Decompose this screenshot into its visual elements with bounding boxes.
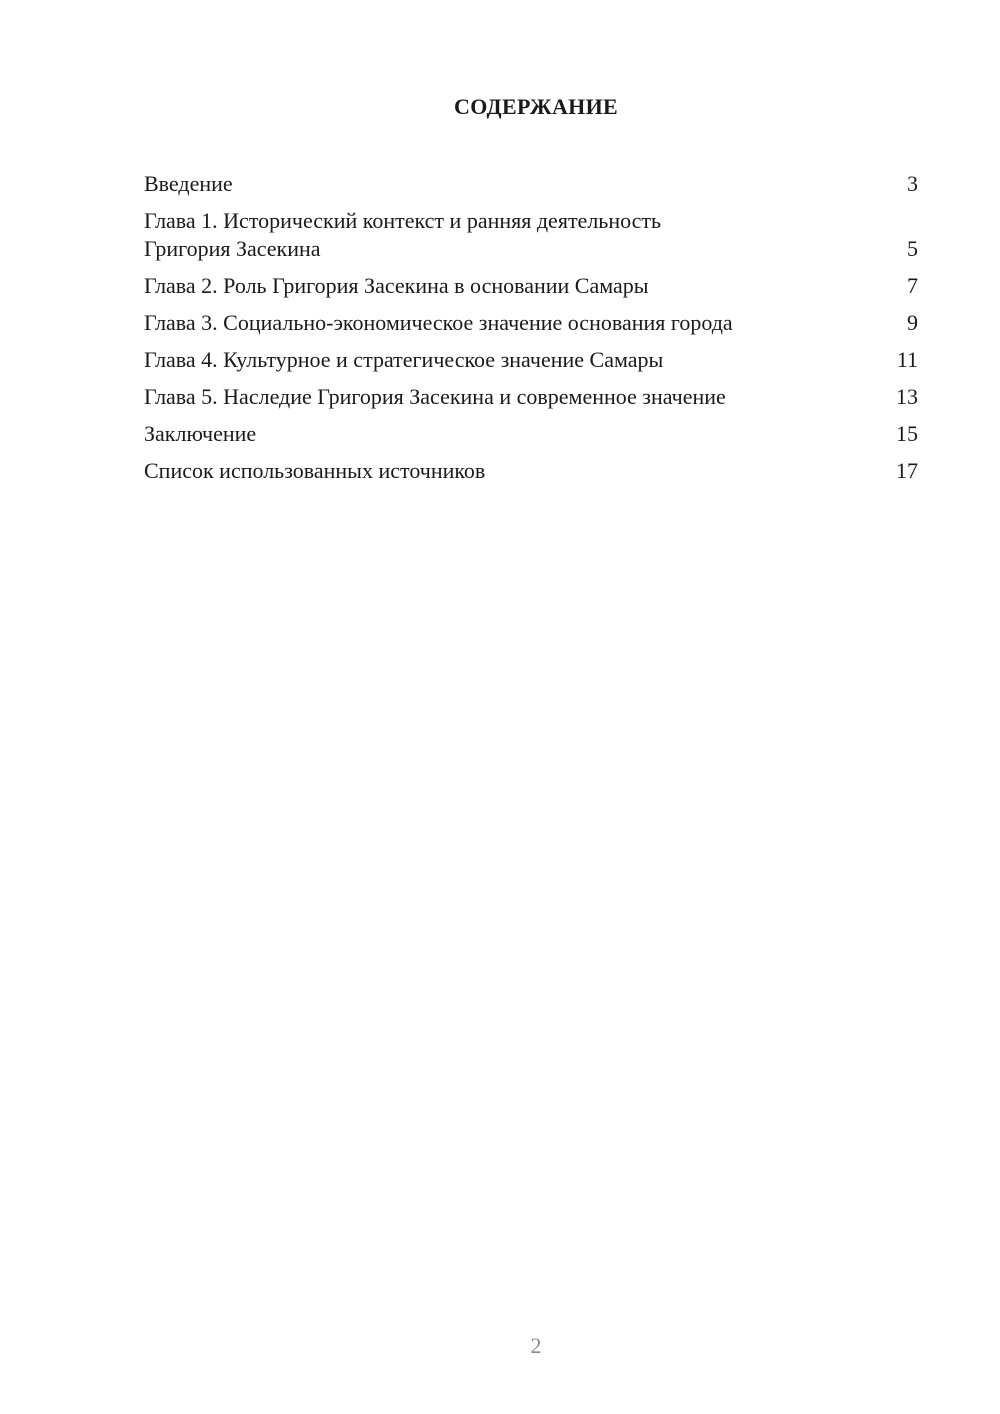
toc-entry-page: 11 [896,347,918,372]
toc-entry-page: 17 [896,458,918,483]
toc-entry-page: 7 [907,273,918,298]
toc-entry-page: 13 [896,384,918,409]
toc-entry-references [144,457,920,485]
toc-entry-label: Глава 5. Наследие Григория Засекина и современное значение [144,384,726,409]
toc-entry-page: 5 [907,236,918,261]
toc-entry-chapter-3 [144,309,920,337]
toc-entry-page: 9 [907,310,918,335]
toc-entry-label: Глава 1. Исторический контекст и ранняя деятельность Григория Засекина [144,208,662,261]
toc-entry-chapter-1 [144,207,920,263]
toc-entry-introduction [144,170,920,198]
toc-entry-label: Глава 4. Культурное и стратегическое значение Самары [144,347,664,372]
toc-entry-chapter-4 [144,346,920,374]
table-of-contents [144,170,920,494]
toc-entry-label: Глава 2. Роль Григория Засекина в основании Самары [144,273,649,298]
toc-entry-page: 15 [896,421,918,446]
toc-entry-label: Введение [144,171,233,196]
toc-entry-label: Глава 3. Социально-экономическое значение основания города [144,310,733,335]
toc-entry-page: 3 [907,171,918,196]
toc-entry-conclusion [144,420,920,448]
toc-entry-chapter-2 [144,272,920,300]
toc-entry-label: Заключение [144,421,257,446]
page-number: 2 [530,1333,542,1358]
toc-entry-label: Список использованных источников [144,458,486,483]
toc-entry-chapter-5 [144,383,920,411]
page-title: СОДЕРЖАНИЕ [454,94,618,119]
